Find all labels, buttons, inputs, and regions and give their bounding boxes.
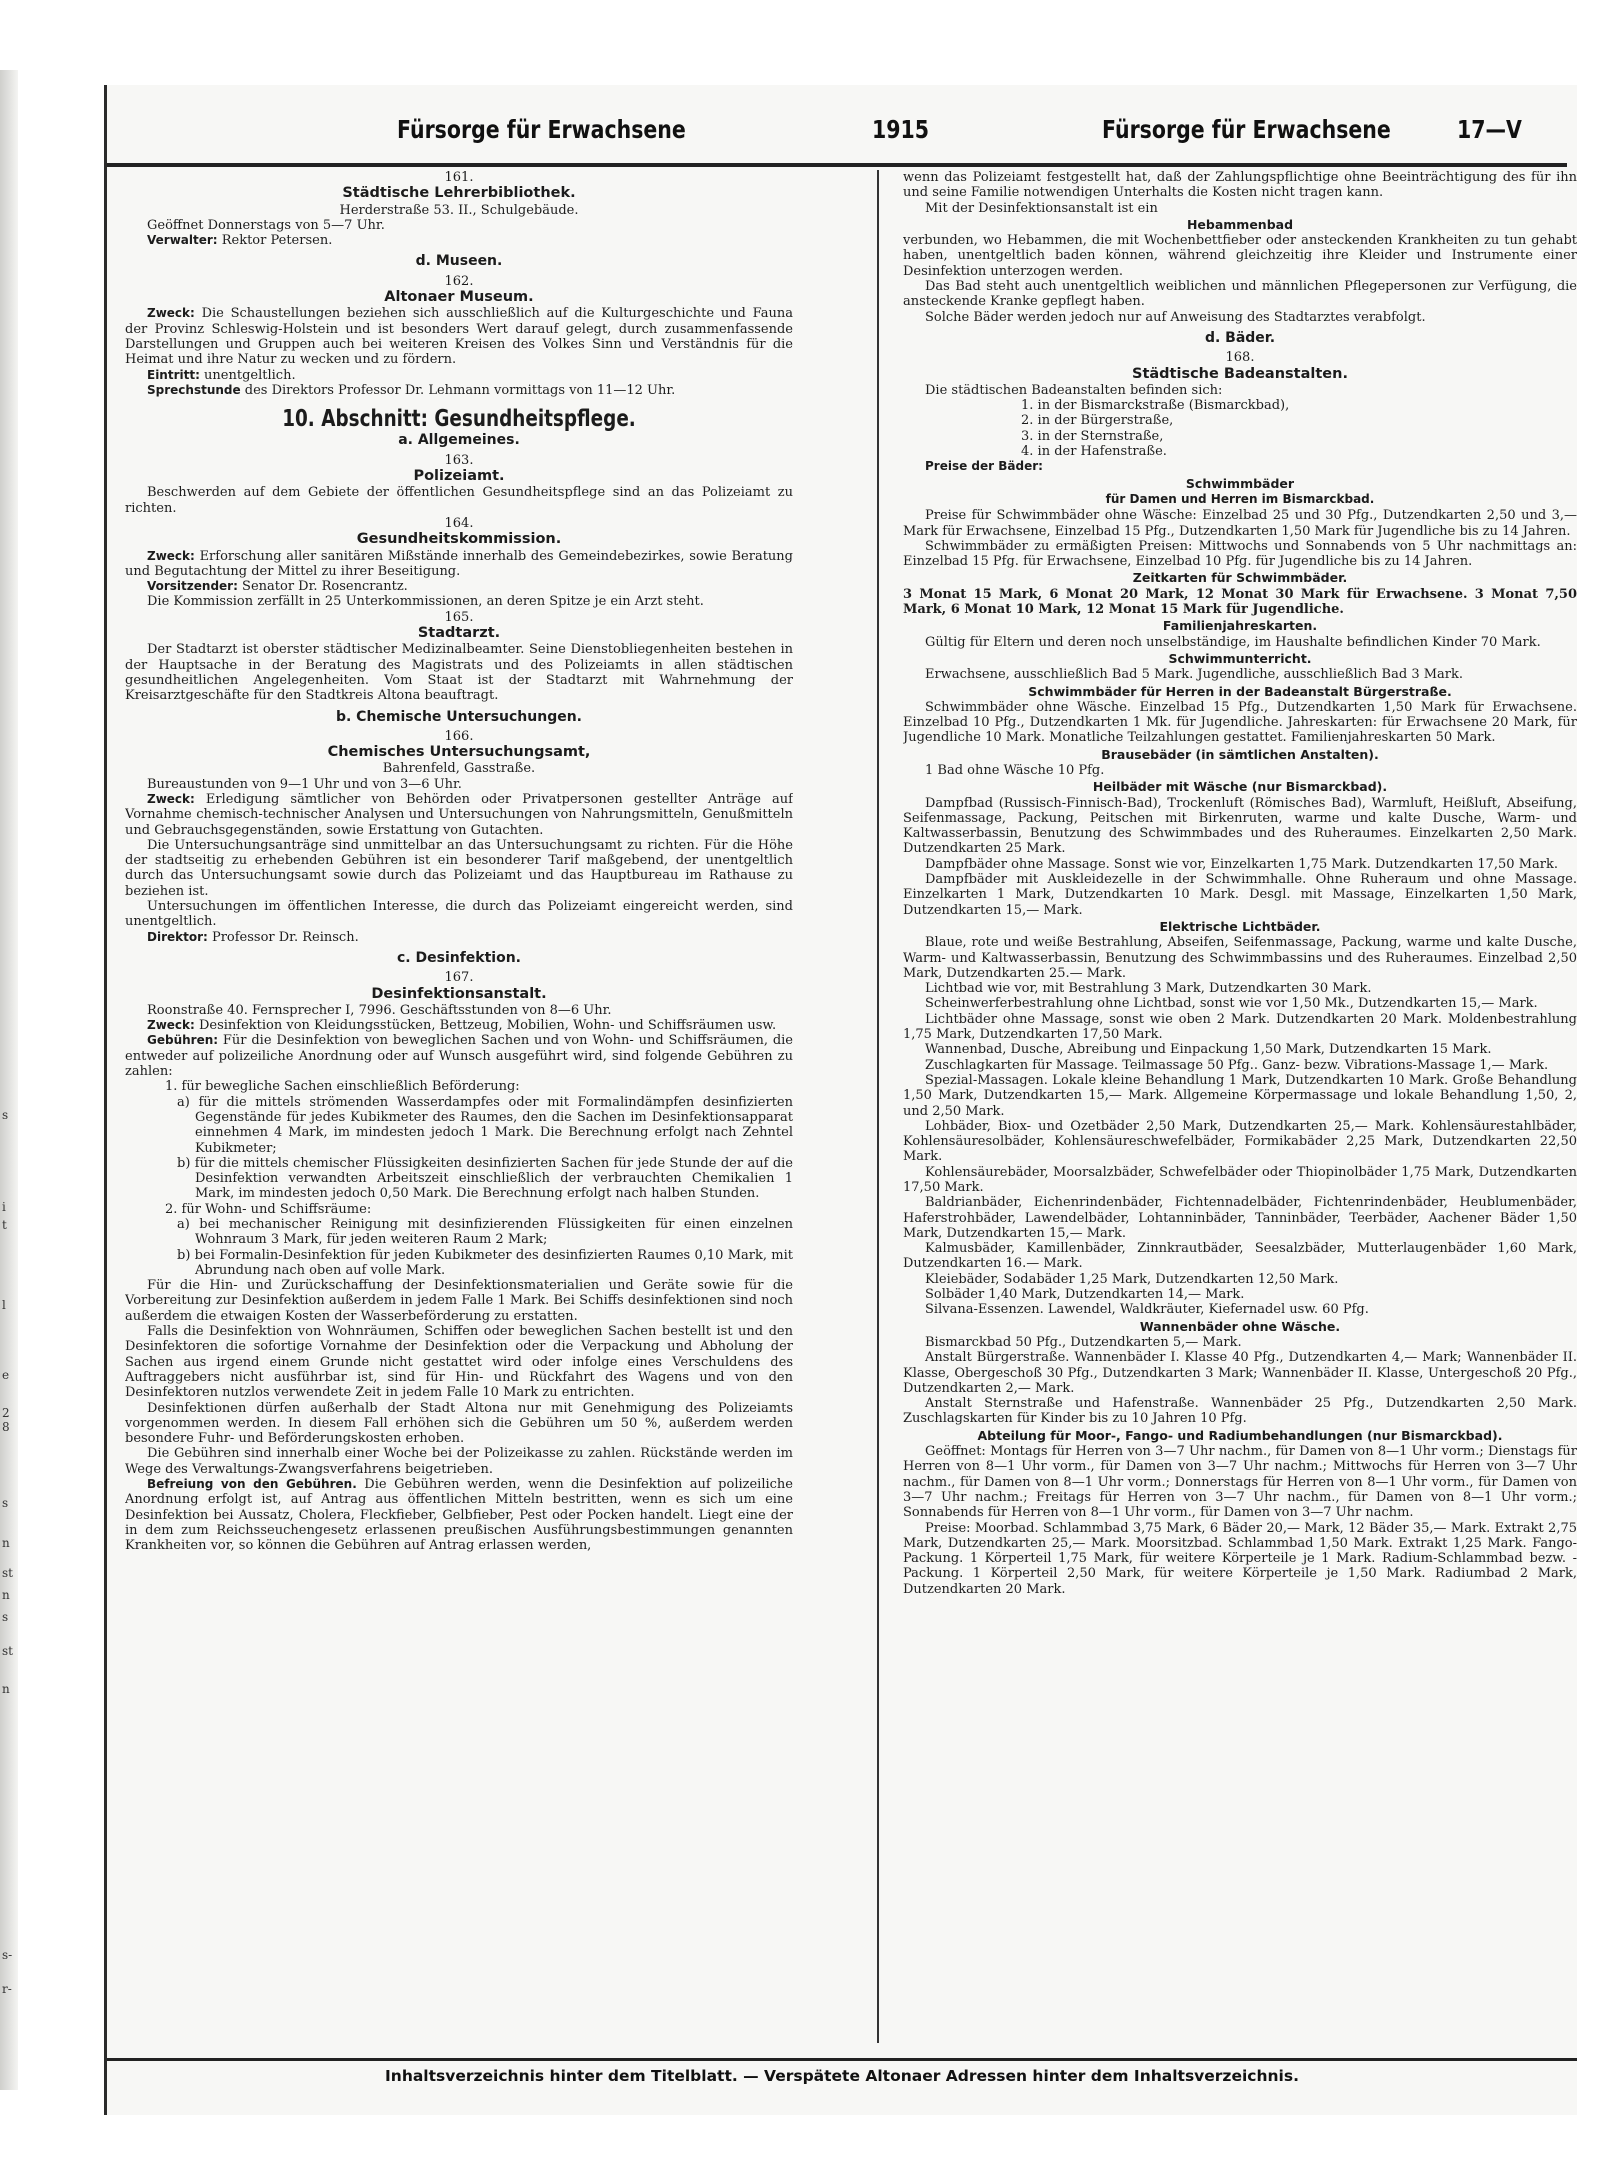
price-text: Dampfbäder ohne Massage. Sonst wie vor, Einzelkarten 1,75 Mark. Dutzendkarten 17,50 Mark.	[925, 856, 1559, 872]
midwife-bath-heading: Hebammenbad	[1186, 216, 1294, 232]
subsection-heading: c. Desinfektion.	[397, 949, 521, 966]
entry-number: 161.	[444, 170, 474, 185]
header-year: 1915	[872, 115, 930, 144]
price-text: Gültig für Eltern und deren noch unselbständige, im Haushalte befindlichen Kinder 70 Mark.	[925, 634, 1541, 650]
right-column	[903, 170, 1577, 2043]
spine-fragment: 8	[2, 1420, 10, 1434]
running-title-right: Fürsorge für Erwachsene	[1102, 115, 1391, 144]
location-item: 3. in der Sternstraße,	[1021, 428, 1164, 444]
price-text: Wannenbad, Dusche, Abreibung und Einpackung 1,50 Mark, Dutzendkarten 15 Mark.	[925, 1042, 1492, 1058]
price-group-heading: Wannenbäder ohne Wäsche.	[1139, 1318, 1341, 1334]
price-group-heading: Heilbäder mit Wäsche (nur Bismarckbad).	[1092, 779, 1388, 795]
entry-text: Beschwerden auf dem Gebiete der öffentlichen Gesundheitspflege sind an das Polizeiamt zu richten.	[125, 485, 793, 516]
entry-number: 168.	[1225, 350, 1255, 366]
subsection-heading: a. Allgemeines.	[398, 432, 520, 449]
entry-text: Das Bad steht auch unentgeltlich weiblichen und männlichen Pflegepersonen zur Verfügung, die ansteckende Kranke gepflegt haben.	[903, 279, 1577, 310]
entry-title: Gesundheitskommission.	[356, 531, 562, 548]
price-group-heading: Abteilung für Moor-, Fango- und Radiumbehandlungen (nur Bismarckbad).	[977, 1427, 1503, 1443]
price-text: Erwachsene, ausschließlich Bad 5 Mark. Jugendliche, ausschließlich Bad 3 Mark.	[925, 667, 1464, 683]
price-text: Baldrianbäder, Eichenrindenbäder, Fichtennadelbäder, Fichtenrindenbäder, Heublumenbäder, Haferstrohbäder, Lawendelbäder, Lohtanninbäder, Tanninbäder, Teerbäder, Aachener Bäder 1,50 Mark, Dutzendkarten 15,— Mark.	[903, 1195, 1577, 1241]
fee-subitem: b) bei Formalin-Desinfektion für jeden Kubikmeter des desinfizierten Raumes 0,10 Mark, mit Abrundung nach oben auf volle Mark.	[177, 1247, 793, 1278]
price-text: Preise für Schwimmbäder ohne Wäsche: Einzelbad 25 und 30 Pfg., Dutzendkarten 2,50 und 3,— Mark für Erwachsene, Einzelbad 15 Pfg., Dutzendkarten 1,50 Mark für Jugendliche bis zu 14 Jahren.	[903, 508, 1577, 539]
purpose-text: Erledigung sämtlicher von Behörden oder Privatpersonen gestellter Anträge auf Vornahme chemisch-technischer Analysen und Untersuchungen von Nahrungsmitteln, Genußmitteln und Gebrauchsgegenständen, sowie Erstattung von Gutachten.	[125, 791, 793, 838]
purpose-label: Zweck:	[147, 548, 195, 563]
entry-text: Desinfektionen dürfen außerhalb der Stadt Altona nur mit Genehmigung des Polizeiamts vorgenommen werden. In diesem Fall erhöhen sich die Gebühren um 50 %, außerdem werden besondere Fuhr- und Beförderungskosten erhoben.	[125, 1400, 793, 1447]
price-group-heading: Familienjahreskarten.	[1162, 618, 1318, 634]
entry-chair	[125, 579, 793, 594]
prices-heading: Preise der Bäder:	[925, 459, 1043, 474]
price-group-heading: Schwimmbäder für Herren in der Badeanstalt Bürgerstraße.	[1028, 683, 1452, 699]
document-page	[104, 85, 1577, 2115]
spine-fragment: s	[2, 1108, 9, 1122]
purpose-label: Zweck:	[147, 306, 195, 321]
price-text: Dampfbad (Russisch-Finnisch-Bad), Trockenluft (Römisches Bad), Warmluft, Heißluft, Abseifung, Seifenmassage, Packung, Peitschen mit Birkenruten, warme und kalte Dusche, Warm- und Kaltwasserbassin, Benutzung des Schwimmbades und des Ruheraumes. Einzelkarten 2,50 Mark. Dutzendkarten 25 Mark.	[903, 795, 1577, 857]
price-group-heading: Brausebäder (in sämtlichen Anstalten).	[1101, 746, 1379, 762]
price-text: 3 Monat 15 Mark, 6 Monat 20 Mark, 12 Monat 30 Mark für Erwachsene. 3 Monat 7,50 Mark, 6 Monat 10 Mark, 12 Monat 15 Mark für Jugendliche.	[903, 586, 1577, 618]
spine-fragment: st	[2, 1566, 13, 1580]
page-header	[107, 105, 1577, 151]
entry-admin	[125, 233, 793, 248]
entry-exemption	[125, 1477, 793, 1553]
entry-address: Bahrenfeld, Gasstraße.	[382, 761, 536, 777]
chair-label: Vorsitzender:	[147, 579, 238, 594]
entry-title: Stadtarzt.	[417, 625, 501, 642]
subsection-heading: d. Bäder.	[1204, 329, 1276, 346]
page-footer: Inhaltsverzeichnis hinter dem Titelblatt. — Verspätete Altonaer Adressen hinter dem Inhaltsverzeichnis.	[107, 2058, 1577, 2085]
header-rule	[107, 163, 1567, 167]
price-text: Kalmusbäder, Kamillenbäder, Zinnkrautbäder, Seesalzbäder, Mutterlaugenbäder 1,60 Mark, Dutzendkarten 16.— Mark.	[903, 1241, 1577, 1272]
entry-text: Für die Hin- und Zurückschaffung der Desinfektionsmaterialien und Geräte sowie für die Vorbereitung zur Desinfektion außerdem in jedem Falle 1 Mark. Bei Schiffs desinfektionen sind noch außerdem die etwaigen Kosten der Wasserbeförderung zu erstatten.	[125, 1278, 793, 1324]
price-group-subheading: für Damen und Herren im Bismarckbad.	[1105, 491, 1375, 506]
entry-number: 165.	[444, 609, 474, 625]
price-text: Geöffnet: Montags für Herren von 3—7 Uhr nachm., für Damen von 8—1 Uhr vorm.; Dienstags für Herren von 8—1 Uhr vorm., für Damen von 3—7 Uhr nachm.; Mittwochs für Herren von 3—7 Uhr nachm., für Damen von 8—1 Uhr vorm.; Donnerstags für Herren von 8—1 Uhr vorm., für Damen von 3—7 Uhr nachm.; Freitags für Herren von 3—7 Uhr nachm., für Damen von 8—1 Uhr vorm.; Sonnabends für Herren von 8—1 Uhr vorm., für Damen von 3—7 Uhr nachm.	[903, 1444, 1577, 1521]
book-spine-edge	[0, 70, 18, 2090]
entry-hours: Bureaustunden von 9—1 Uhr und von 3—6 Uhr.	[147, 776, 462, 792]
exemption-label: Befreiung von den Gebühren.	[147, 1477, 357, 1492]
entry-text: wenn das Polizeiamt festgestellt hat, daß der Zahlungspflichtige ohne Beeinträchtigung des für ihn und seine Familie notwendigen Unterhalts die Kosten nicht tragen kann.	[903, 170, 1577, 201]
price-text: Lohbäder, Biox- und Ozetbäder 2,50 Mark, Dutzendkarten 25,— Mark. Kohlensäurestahlbäder, Kohlensäuresolbäder, Kohlensäureschwefelbäder, Formikabäder 2,25 Mark, Dutzendkarten 22,50 Mark.	[903, 1118, 1577, 1165]
director-name: Professor Dr. Reinsch.	[211, 929, 359, 945]
purpose-text: Die Schaustellungen beziehen sich ausschließlich auf die Kulturgeschichte und Fauna der Provinz Schleswig-Holstein und ist besonders Wert darauf gelegt, durch zusammenfassende Darstellungen und Gruppen auch bei weiteren Kreisen des Volkes Sinn und Verständnis für die Heimat und ihre Natur zu wecken und zu fördern.	[125, 306, 793, 368]
fee-subitem: b) für die mittels chemischer Flüssigkeiten desinfizierten Sachen für jede Stunde der auf die Desinfektion verwandten Arbeitszeit einschließlich der verbrauchten Chemikalien 1 Mark, im mindesten jedoch 0,50 Mark. Die Berechnung erfolgt nach halben Stunden.	[177, 1155, 793, 1202]
entry-text: Untersuchungen im öffentlichen Interesse, die durch das Polizeiamt eingereicht werden, sind unentgeltlich.	[125, 899, 793, 930]
price-group-heading: Zeitkarten für Schwimmbäder.	[1132, 570, 1348, 586]
price-text: Anstalt Bürgerstraße. Wannenbäder I. Klasse 40 Pfg., Dutzendkarten 4,— Mark; Wannenbäder II. Klasse, Obergeschoß 30 Pfg., Dutzendkarten 3 Mark; Wannenbäder II. Klasse, Untergeschoß 20 Pfg., Dutzendkarten 2,— Mark.	[903, 1350, 1577, 1396]
purpose-text: Erforschung aller sanitären Mißstände innerhalb des Gemeindebezirkes, sowie Beratung und Begutachtung der Mittel zu ihrer Beseitigung.	[125, 548, 793, 579]
price-text: Kleiebäder, Sodabäder 1,25 Mark, Dutzendkarten 12,50 Mark.	[925, 1271, 1339, 1287]
entry-text: Solche Bäder werden jedoch nur auf Anweisung des Stadtarztes verabfolgt.	[925, 309, 1426, 325]
price-text: Spezial-Massagen. Lokale kleine Behandlung 1 Mark, Dutzendkarten 10 Mark. Große Behandlung 1,50 Mark, Dutzendkarten 15,— Mark. Allgemeine Körpermassage und lokale Behandlung 1,50, 2, und 2,50 Mark.	[903, 1072, 1577, 1119]
entry-address: Herderstraße 53. II., Schulgebäude.	[339, 202, 579, 218]
location-item: 1. in der Bismarckstraße (Bismarckbad),	[1021, 398, 1290, 414]
spine-fragment: s	[2, 1496, 9, 1510]
fees-text: Für die Desinfektion von beweglichen Sachen und von Wohn- und Schiffsräumen, die entweder auf polizeiliche Anordnung oder auf Wunsch ausgeführt wird, sind folgende Gebühren zu zahlen:	[125, 1033, 793, 1080]
spine-fragment: s	[2, 1610, 9, 1624]
price-text: Zuschlagkarten für Massage. Teilmassage 50 Pfg.. Ganz- bezw. Vibrations-Massage 1,— Mark.	[925, 1057, 1549, 1073]
entry-text: Mit der Desinfektionsanstalt ist ein	[925, 200, 1158, 216]
fees-label: Gebühren:	[147, 1033, 219, 1048]
chapter-heading: 10. Abschnitt: Gesundheitspflege.	[282, 406, 636, 433]
entry-number: 167.	[444, 970, 474, 986]
entry-purpose	[125, 1018, 793, 1033]
entry-text: Die Untersuchungsanträge sind unmittelbar an das Untersuchungsamt zu richten. Für die Höhe der stadtseitig zu erhebenden Gebühren ist ein besonderer Tarif maßgebend, der unentgeltlich durch das Untersuchungsamt sowie durch das Polizeiamt und das Hauptbureau im Rathause zu beziehen ist.	[125, 837, 793, 899]
entry-number: 162.	[444, 273, 474, 289]
entry-text: Die Kommission zerfällt in 25 Unterkommissionen, an deren Spitze je ein Arzt steht.	[147, 594, 704, 610]
admission-label: Eintritt:	[147, 367, 200, 382]
spine-fragment: n	[2, 1536, 10, 1550]
spine-fragment: t	[2, 1218, 7, 1232]
entry-title: Altonaer Museum.	[384, 289, 534, 306]
exemption-text: Die Gebühren werden, wenn die Desinfektion auf polizeiliche Anordnung erfolgt ist, auf Antrag aus öffentlichen Mitteln bestritten, wenn es sich um eine Desinfektion bei Aussatz, Cholera, Fleckfieber, Gelbfieber, Pest oder Pocken handelt. Liegt eine der in dem zum Reichsseuchengesetz erlassenen preußischen Ausführungsbestimmungen genannten Krankheiten vor, so können die Gebühren auf Antrag erlassen werden,	[125, 1477, 793, 1554]
spine-fragment: i	[2, 1200, 6, 1214]
purpose-text: Desinfektion von Kleidungsstücken, Bettzeug, Mobilien, Wohn- und Schiffsräumen usw.	[198, 1018, 777, 1034]
chair-name: Senator Dr. Rosencrantz.	[242, 579, 408, 595]
fee-subitem: a) bei mechanischer Reinigung mit desinfizierenden Flüssigkeiten für einen einzelnen Wohnraum 3 Mark, für jeden weiteren Raum 2 Mark;	[177, 1217, 793, 1248]
entry-hours: Geöffnet Donnerstags von 5—7 Uhr.	[147, 217, 385, 233]
spine-fragment: st	[2, 1644, 13, 1658]
entry-fees	[125, 1033, 793, 1079]
admin-name: Rektor Petersen.	[221, 233, 333, 249]
spine-fragment: s-	[2, 1948, 13, 1962]
price-group-heading: Elektrische Lichtbäder.	[1159, 918, 1321, 934]
entry-title: Städtische Lehrerbibliothek.	[342, 185, 576, 202]
price-group-heading: Schwimmunterricht.	[1168, 650, 1312, 666]
spine-fragment: n	[2, 1682, 10, 1696]
spine-fragment: l	[2, 1298, 6, 1312]
spine-fragment: e	[2, 1368, 10, 1382]
location-item: 2. in der Bürgerstraße,	[1021, 413, 1174, 429]
price-text: Bismarckbad 50 Pfg., Dutzendkarten 5,— Mark.	[925, 1334, 1242, 1350]
entry-title: Desinfektionsanstalt.	[371, 985, 547, 1002]
entry-title: Chemisches Untersuchungsamt,	[327, 744, 591, 761]
price-text: Lichtbäder ohne Massage, sonst wie oben 2 Mark. Dutzendkarten 20 Mark. Moldenbestrahlung 1,75 Mark, Dutzendkarten 17,50 Mark.	[903, 1011, 1577, 1043]
entry-purpose	[125, 792, 793, 838]
entry-title: Polizeiamt.	[413, 468, 505, 485]
section-museums-heading: d. Museen.	[415, 253, 503, 270]
entry-text: verbunden, wo Hebammen, die mit Wochenbettfieber oder ansteckenden Krankheiten zu tun gehabt haben, unentgeltlich baden können, während gleichzeitig ihre Kleider und Instrumente einer Desinfektion unterzogen werden.	[903, 233, 1577, 279]
price-text: Blaue, rote und weiße Bestrahlung, Abseifen, Seifenmassage, Packung, warme und kalte Dusche, Warm- und Kaltwasserbassin, Benutzung des Schwimmbassins und des Ruheraumes. Einzelbad 2,50 Mark, Dutzendkarten 25.— Mark.	[903, 935, 1577, 981]
entry-number: 164.	[444, 515, 474, 531]
admission-text: unentgeltlich.	[204, 367, 296, 383]
office-hours-text: des Direktors Professor Dr. Lehmann vormittags von 11—12 Uhr.	[244, 382, 676, 398]
fee-subitem: a) für die mittels strömenden Wasserdampfes oder mit Formalindämpfen desinfizierten Gegenstände für jedes Kubikmeter des Raumes, den die Sachen im Desinfektionsapparat einnehmen 4 Mark, im mindesten jedoch 1 Mark. Die Berechnung erfolgt nach Zehntel Kubikmeter;	[177, 1094, 793, 1156]
fee-item: 2. für Wohn- und Schiffsräume:	[165, 1201, 372, 1217]
page-number: 17—V	[1457, 115, 1522, 144]
purpose-label: Zweck:	[147, 1018, 195, 1033]
purpose-label: Zweck:	[147, 791, 195, 806]
entry-office-hours	[125, 383, 793, 398]
entry-purpose	[125, 549, 793, 580]
entry-address: Roonstraße 40. Fernsprecher I, 7996. Geschäftsstunden von 8—6 Uhr.	[147, 1002, 612, 1018]
price-text: Anstalt Sternstraße und Hafenstraße. Wannenbäder 25 Pfg., Dutzendkarten 2,50 Mark. Zuschlagskarten für Kinder bis zu 10 Jahren 10 Pfg.	[903, 1396, 1577, 1427]
price-text: Preise: Moorbad. Schlammbad 3,75 Mark, 6 Bäder 20,— Mark, 12 Bäder 35,— Mark. Extrakt 2,75 Mark, Dutzendkarten 25,— Mark. Moorsitzbad. Schlammbad 1,50 Mark. Extrakt 1,25 Mark. Fango-Packung. 1 Körperteil 1,75 Mark, für weitere Körperteile je 1 Mark. Radium-Schlammbad bezw. -Packung. 1 Körperteil 2,50 Mark, für weitere Körperteile je 1,50 Mark. Radiumbad 2 Mark, Dutzendkarten 20 Mark.	[903, 1520, 1577, 1597]
fee-item: 1. für bewegliche Sachen einschließlich Beförderung:	[165, 1079, 520, 1095]
spine-fragment: 2	[2, 1406, 10, 1420]
entry-text: Die Gebühren sind innerhalb einer Woche bei der Polizeikasse zu zahlen. Rückstände werden im Wege des Verwaltungs-Zwangsverfahrens beigetrieben.	[125, 1446, 793, 1477]
left-column	[125, 170, 793, 2043]
subsection-heading: b. Chemische Untersuchungen.	[335, 708, 583, 725]
entry-title: Städtische Badeanstalten.	[1132, 365, 1348, 382]
price-text: Schwimmbäder ohne Wäsche. Einzelbad 15 Pfg., Dutzendkarten 1,50 Mark für Erwachsene. Einzelbad 10 Pfg., Dutzendkarten 1 Mk. für Jugendliche. Jahreskarten: für Erwachsene 20 Mark, für Jugendliche 10 Mark. Monatliche Teilzahlungen gestattet. Familienjahreskarten 50 Mark.	[903, 699, 1577, 746]
price-text: Silvana-Essenzen. Lawendel, Waldkräuter, Kiefernadel usw. 60 Pfg.	[925, 1302, 1369, 1318]
entry-text: Der Stadtarzt ist oberster städtischer Medizinalbeamter. Seine Dienstobliegenheiten bestehen in der Hauptsache in der Beratung des Magistrats und des Polizeiamts in allen städtischen gesundheitlichen Angelegenheiten. Vom Staat ist der Stadtarzt mit Wahrnehmung der Kreisarztgeschäfte für den Stadtkreis Altona beauftragt.	[125, 642, 793, 704]
price-text: Lichtbad wie vor, mit Bestrahlung 3 Mark, Dutzendkarten 30 Mark.	[925, 981, 1372, 997]
price-text: Dampfbäder mit Auskleidezelle in der Schwimmhalle. Ohne Ruheraum und ohne Massage. Einzelkarten 1 Mark, Dutzendkarten 10 Mark. Desgl. mit Massage, Einzelkarten 1,50 Mark, Dutzendkarten 15,— Mark.	[903, 872, 1577, 918]
entry-number: 166.	[444, 728, 474, 744]
price-group-heading: Schwimmbäder	[1185, 475, 1295, 491]
price-text: 1 Bad ohne Wäsche 10 Pfg.	[925, 762, 1105, 778]
office-hours-label: Sprechstunde	[147, 382, 241, 397]
director-label: Direktor:	[147, 929, 208, 944]
entry-text: Falls die Desinfektion von Wohnräumen, Schiffen oder beweglichen Sachen bestellt ist und den Desinfektoren die sofortige Vornahme der Desinfektion oder die Verpackung und Abholung der Sachen aus irgend einem Grunde nicht gestattet wird oder infolge eines Verschuldens des Auftraggebers nicht ausführbar ist, sind für Hin- und Rückfahrt des Wagens und von den Desinfektoren nutzlos verwendete Zeit in jedem Falle 10 Mark zu entrichten.	[125, 1324, 793, 1401]
price-text: Scheinwerferbestrahlung ohne Lichtbad, sonst wie vor 1,50 Mk., Dutzendkarten 15,— Mark.	[925, 996, 1538, 1012]
entry-director	[125, 930, 793, 945]
entry-admission	[125, 368, 793, 383]
entry-number: 163.	[444, 452, 474, 468]
price-text: Schwimmbäder zu ermäßigten Preisen: Mittwochs und Sonnabends von 5 Uhr nachmittags an: Einzelbad 15 Pfg. für Erwachsene, Einzelbad 10 Pfg. für Jugendliche bis zu 14 Jahren.	[903, 538, 1577, 570]
column-divider	[877, 170, 879, 2043]
entry-text: Die städtischen Badeanstalten befinden sich:	[925, 382, 1223, 398]
location-item: 4. in der Hafenstraße.	[1021, 444, 1167, 460]
running-title-left: Fürsorge für Erwachsene	[397, 115, 686, 144]
price-text: Solbäder 1,40 Mark, Dutzendkarten 14,— Mark.	[925, 1287, 1245, 1303]
spine-fragment: n	[2, 1588, 10, 1602]
entry-purpose	[125, 306, 793, 367]
price-text: Kohlensäurebäder, Moorsalzbäder, Schwefelbäder oder Thiopinolbäder 1,75 Mark, Dutzendkarten 17,50 Mark.	[903, 1164, 1577, 1195]
spine-fragment: r-	[2, 1982, 12, 1996]
admin-label: Verwalter:	[147, 233, 218, 248]
